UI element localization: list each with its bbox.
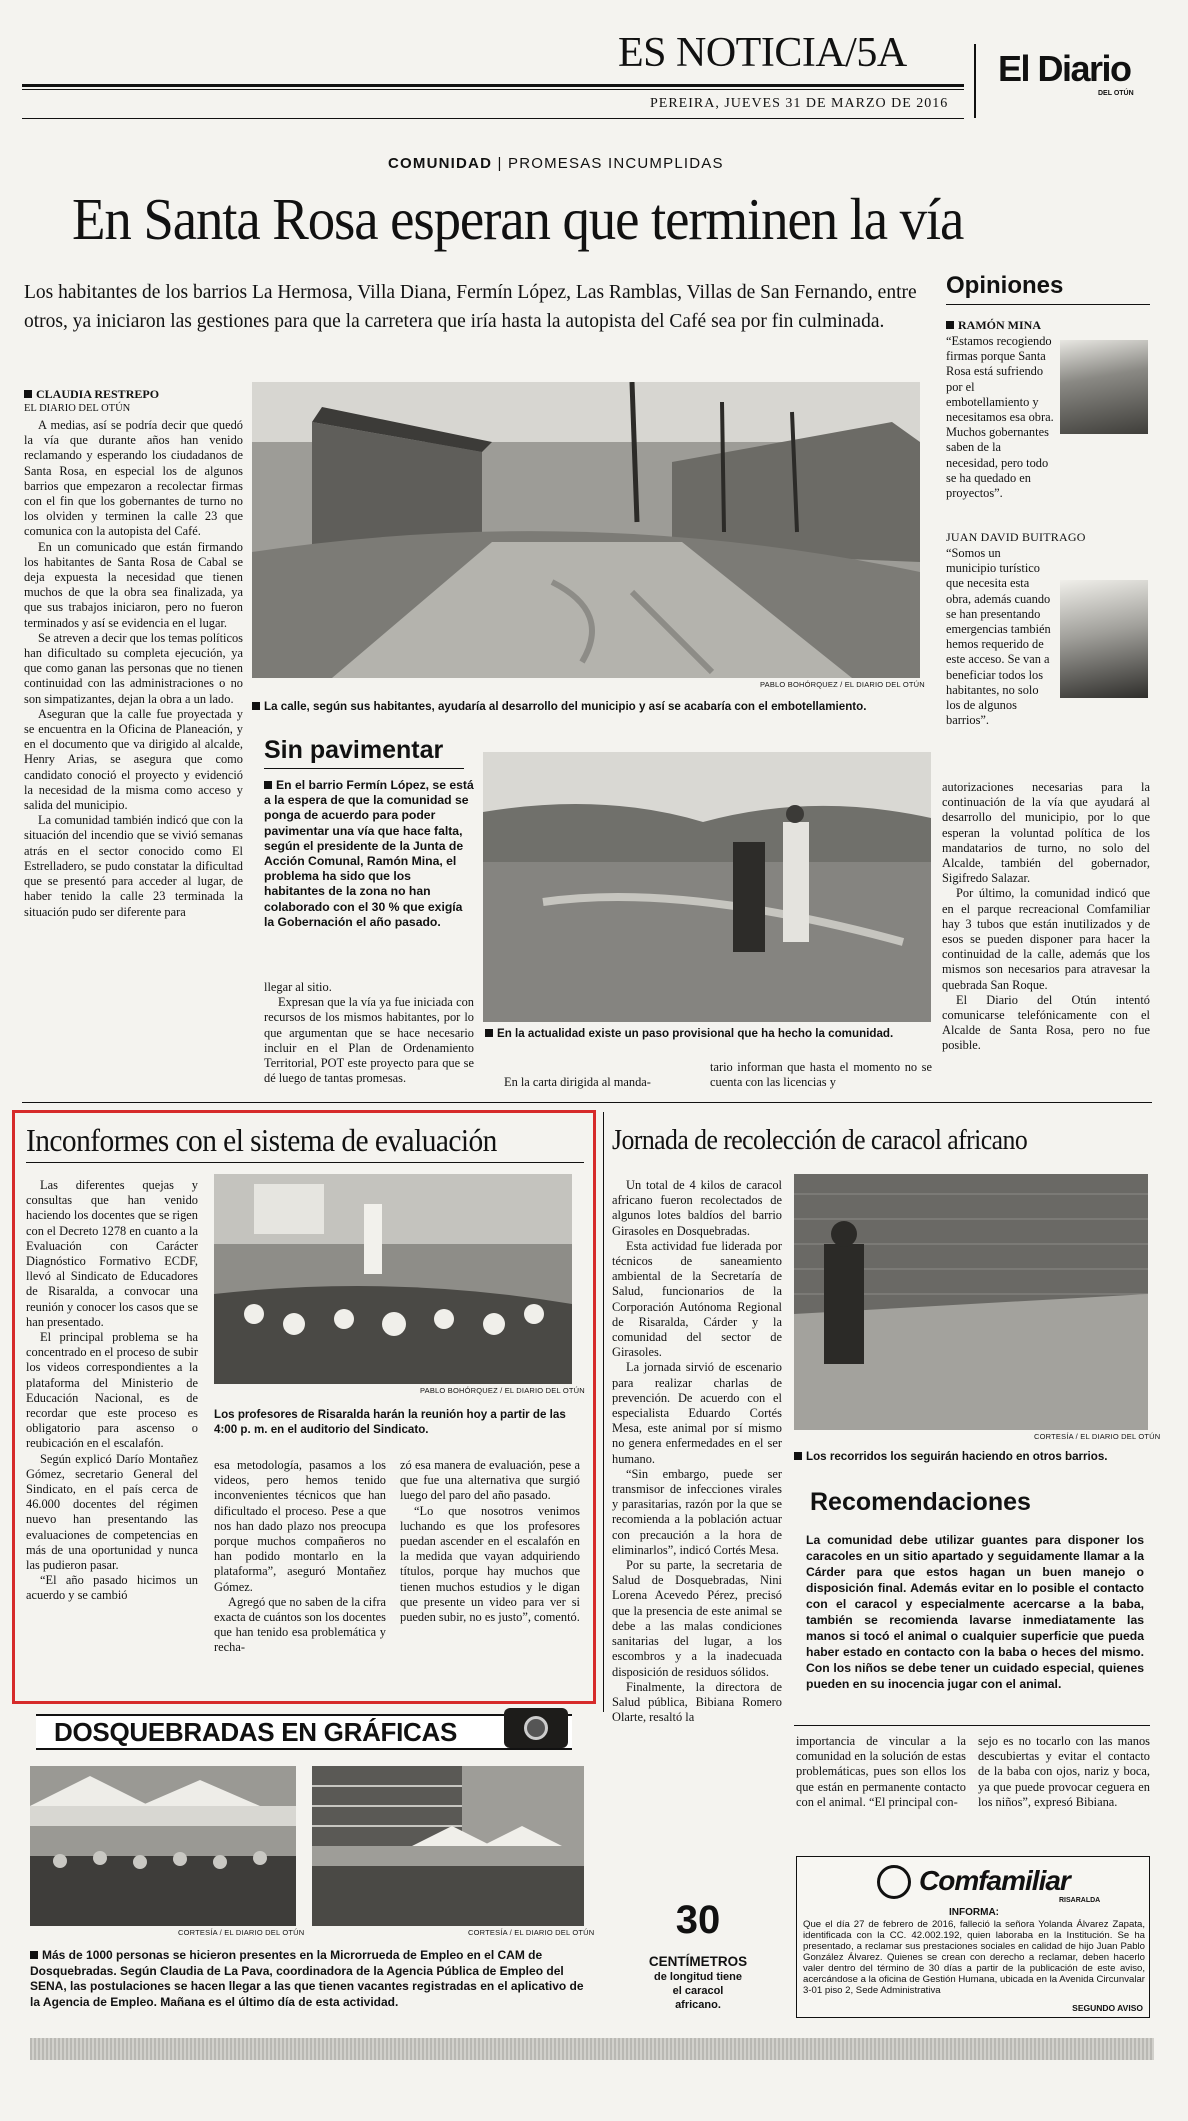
square-bullet-icon [794, 1452, 802, 1460]
byline-org: EL DIARIO DEL OTÚN [24, 403, 131, 414]
masthead-logo-sub: DEL OTÚN [1098, 90, 1134, 97]
kicker-left: COMUNIDAD [388, 155, 493, 172]
square-bullet-icon [264, 781, 272, 789]
paragraph: El Diario del Otún intentó comunicarse telefónicamente con el Alcalde de Santa Rosa, pero no fue posible. [942, 992, 1150, 1053]
main-lead: Los habitantes de los barrios La Hermosa, Villa Diana, Fermín López, Las Ramblas, Villas de San Fernando, entre otros, ya iniciaron las gestiones para que la carretera que iría hasta la autopista del Café sea por fin culminada. [24, 282, 917, 332]
recommendations-text: La comunidad debe utilizar guantes para disponer los caracoles en un sitio apartado y seguidamente llamar a la Cárder para que estos hagan un buen manejo o disposición final. Además evitar en lo posible el contacto con el caracol y especialmente acercarse a la baba, también se recomienda lavarse inmediatamente las manos si tocó el animal o cualquier superficie que pueda haber estado en contacto con la baba o heces del mismo. Con los niños se debe tener un cuidado especial, quienes pueden en su inocencia jugar con el animal. [806, 1533, 1144, 1691]
paragraph: Expresan que la vía ya fue iniciada con recursos de los mismos habitantes, por lo que argumentan que se hace necesario incluir en el Plan de Ordenamiento Territorial, POT este proyecto para que se dé luego de tantas promesas. [264, 995, 474, 1086]
main-column-1 [24, 418, 243, 920]
subsection-lead: En el barrio Fermín López, se está a la espera de que la comunidad se ponga de acuerdo para poder pavimentar una vía que hace falta, según el presidente de la Junta de Acción Comunal, Ramón Mina, el problema ha sido que los habitantes de la zona no han colaborado con el 30 % que exigía la Gobernación el año pasado. [264, 778, 474, 929]
kicker-divider: | [497, 155, 508, 172]
opinion-name-2: JUAN DAVID BUITRAGO [946, 530, 1086, 544]
photo-credit: CORTESÍA / EL DIARIO DEL OTÚN [468, 1928, 595, 1937]
camera-icon [504, 1708, 568, 1748]
photo-credit: CORTESÍA / EL DIARIO DEL OTÚN [1034, 1432, 1161, 1441]
evaluation-headline: Inconformes con el sistema de evaluación [26, 1122, 497, 1158]
header-rule-top [22, 84, 964, 87]
graficas-title: DOSQUEBRADAS EN GRÁFICAS [54, 1717, 458, 1747]
header-rule-top-thin [22, 89, 964, 90]
byline: CLAUDIA RESTREPO [24, 387, 159, 402]
square-bullet-icon [30, 1951, 38, 1959]
paragraph: Las diferentes quejas y consultas que han venido haciendo los docentes que se rigen con el Decreto 1278 en cuanto a la Evaluación con Carácter Diagnóstico Formativo ECDF, llevó al Sindicato de Educadores de Risaralda, a convocar una reunión y conocer los casos que se han presentado. [26, 1178, 198, 1329]
evaluation-rule [26, 1162, 584, 1163]
paragraph: Aseguran que la calle fue proyectada y se encuentra en la Oficina de Planeación, y en el documento que va dirigido al alcalde, Henry Arias, se asegura que como candidato conoció el proyecto y evidenció la necesidad de la misma como acceso y salida del municipio. [24, 706, 243, 813]
opinions-rule [946, 304, 1150, 305]
subsection-title: Sin pavimentar [264, 736, 444, 764]
photo-credit: PABLO BOHÓRQUEZ / EL DIARIO DEL OTÚN [760, 680, 925, 689]
paragraph: “Lo que nosotros venimos luchando es que los profesores puedan ascender en el escalafón en la medida que vayan adquiriendo títulos, porque hay muchos que tienen muchos estudios y le digan que presente un video para ver si pueden subir, no es justo”, comentó. [400, 1503, 580, 1625]
paragraph: La jornada sirvió de escenario para realizar charlas de prevención. De acuerdo con el especialista Eduardo Cortés Mesa, este animal por sí mismo no genera enfermedades en el ser humano. [612, 1360, 782, 1466]
photo-caption: En la actualidad existe un paso provisional que ha hecho la comunidad. [485, 1027, 935, 1042]
dateline: PEREIRA, JUEVES 31 DE MARZO DE 2016 [650, 96, 949, 111]
paragraph: En un comunicado que están firmando los habitantes de Santa Rosa de Cabal se deja expuesta la necesidad que tienen muchos de que la obra sea finalizada, ya que sus trabajos iniciaron, pero no fueron terminados y así se evidencia en el lugar. [24, 539, 243, 630]
subsection-rule [264, 768, 464, 769]
stat-number: 30 [675, 1898, 721, 1942]
opinion-quote-2: “Somos un municipio turístico que necesita esta obra, además cuando se han presentando emergencias también hemos requerido de este acceso. Se van a beneficiar todos los habitantes, no solo los de algunos barrios”. [946, 546, 1051, 728]
paragraph: La comunidad también indicó que con la situación del incendio que se vivió semanas atrás en el sector conocido como El Estrelladero, se pudo constatar la dificultad que se presentó para acceder al lugar, de haber tenido la calle 23 terminada la situación pudo ser diferente para [24, 813, 243, 919]
stat-text: de longitud tiene el caracol africano. [654, 1971, 742, 2011]
street-photo [252, 382, 920, 678]
job-fair-photo-2 [312, 1766, 584, 1926]
photo-credit: CORTESÍA / EL DIARIO DEL OTÚN [178, 1928, 305, 1937]
main-column-2 [264, 980, 474, 1086]
provisional-path-photo [483, 752, 931, 1022]
stat-unit: CENTÍMETROS [648, 1954, 748, 1969]
graficas-caption: Más de 1000 personas se hicieron presentes en la Microrrueda de Empleo en el CAM de Dosquebradas. Según Claudia de La Pava, coordinadora de la Agencia Pública de Empleo del SENA, las postulaciones se hacen llegar a las que tienen vacantes registradas en el aplicativo de la Agencia de Empleo. Mañana es el último día de esta actividad. [30, 1948, 584, 2009]
job-fair-photo-1 [30, 1766, 296, 1926]
paragraph: “El año pasado hicimos un acuerdo y se cambió [26, 1573, 198, 1603]
main-column-4 [942, 780, 1150, 1054]
main-column-2-tail: En la carta dirigida al manda- [504, 1075, 651, 1089]
evaluation-column-3 [400, 1458, 580, 1625]
opinions-title: Opiniones [946, 272, 1064, 299]
photo-credit: PABLO BOHÓRQUEZ / EL DIARIO DEL OTÚN [420, 1386, 585, 1395]
section-divider [22, 1102, 1152, 1103]
photo-caption: Los profesores de Risaralda harán la reunión hoy a partir de las 4:00 p. m. en el auditorio del Sindicato. [214, 1408, 566, 1436]
teachers-meeting-photo [214, 1174, 572, 1384]
snail-column-2: importancia de vincular a la comunidad en la solución de estas problemáticas, pues son ellos los que están en permanente contacto con el animal. “El principal con- [796, 1734, 966, 1809]
photo-caption: La calle, según sus habitantes, ayudaría al desarrollo del municipio y así se acabaría con el embotellamiento. [252, 700, 922, 715]
column-divider [603, 1112, 604, 1712]
paragraph: A medias, así se podría decir que quedó la vía que durante años han venido reclamando y esperando los ciudadanos de Santa Rosa, en especial los de algunos barrios que empezaron a recolectar firmas con el fin que los gobernantes de turno no los olviden y terminen la calle 23 que comunica con la autopista del Café. [24, 418, 243, 539]
paragraph: autorizaciones necesarias para la continuación de la vía que ayudará al desarrollo del municipio, por lo que esperan la voluntad política de los mandatarios de turno, no solo del Alcalde, también del gobernador, Sigifredo Salazar. [942, 780, 1150, 886]
comfamiliar-logo-sub: RISARALDA [1059, 1897, 1101, 1904]
ad-text: Que el día 27 de febrero de 2016, falleció la señora Yolanda Álvarez Zapata, identificada con la CC. 42.002.192, quien laboraba en la Institución. Se ha presentado, a reclamar sus prestaciones sociales en calidad de hijo Juan Pablo González Álvarez. Quienes se crean con derecho a reclamar, deben hacerlo valer dentro del término de 30 días a partir de la publicación de este aviso, acercándose a la oficina de Gestión Humana, ubicada en la Avenida Circunvalar 3-01 piso 2, Sede Administrativa [803, 1919, 1145, 1996]
comfamiliar-logo-icon [877, 1865, 911, 1899]
square-bullet-icon [252, 702, 260, 710]
header-rule-bottom [22, 118, 964, 119]
ad-heading: INFORMA: [949, 1907, 999, 1918]
paragraph: zó esa manera de evaluación, pese a que fue una alternativa que surgió luego del paro del año pasado. [400, 1458, 580, 1503]
comfamiliar-logo: Comfamiliar [919, 1865, 1070, 1896]
photo-caption: Los recorridos los seguirán haciendo en otros barrios. [794, 1450, 1150, 1465]
kicker-right: PROMESAS INCUMPLIDAS [507, 155, 724, 172]
paragraph: esa metodología, pasamos a los videos, pero hemos tenido inconvenientes técnicos que han dificultado el proceso. Pese a que nos han dado plazo nos preocupa porque muchos compañeros no han podido montarlo en la plataforma”, aseguró Montañez Gómez. [214, 1458, 386, 1594]
snail-collection-photo [794, 1174, 1148, 1430]
bottom-strip [30, 2038, 1154, 2060]
snail-column-1 [612, 1178, 782, 1725]
main-headline: En Santa Rosa esperan que terminen la vía [72, 186, 964, 252]
kicker [388, 155, 724, 172]
recommendations-rule [794, 1725, 1150, 1726]
square-bullet-icon [946, 321, 954, 329]
paragraph: Finalmente, la directora de Salud pública, Bibiana Romero Olarte, resaltó la [612, 1679, 782, 1725]
avatar-juan-david-buitrago [1060, 580, 1148, 698]
section-heading: ES NOTICIA/5A [618, 30, 907, 76]
paragraph: Agregó que no saben de la cifra exacta de cuántos son los docentes que han tenido esa problemática y recha- [214, 1594, 386, 1655]
snail-column-3: sejo es no tocarlo con las manos descubiertas y evitar el contacto de la baba con ojos, nariz y boca, ya que puede provocar ceguera en los niños”, expresó Bibiana. [978, 1734, 1150, 1809]
paragraph: El principal problema se ha concentrado en el proceso de subir los videos correspondientes a la plataforma del Ministerio de Educación Nacional, es de recordar que este proceso es obligatorio para ascenso o reubicación en el escalafón. [26, 1330, 198, 1451]
paragraph: llegar al sitio. [264, 980, 332, 994]
ad-footer: SEGUNDO AVISO [1072, 2003, 1143, 2013]
recommendations-title: Recomendaciones [810, 1488, 1031, 1516]
paragraph: Según explicó Darío Montañez Gómez, secretario General del Sindicato, en el país cerca de 46.000 docentes del régimen nuevo han presentando las evaluaciones de competencias en más de una oportunidad y nunca las pudieron pasar. [26, 1451, 198, 1573]
square-bullet-icon [24, 390, 32, 398]
paragraph: Un total de 4 kilos de caracol africano fueron recolectados de algunos lotes baldíos del barrio Girasoles en Dosquebradas. [612, 1178, 782, 1238]
paragraph: Esta actividad fue liderada por técnicos de saneamiento ambiental de la Secretaría de Salud, funcionarios de la Corporación Autónoma Regional de Risaralda, Cárder y la comunidad del sector de Girasoles. [612, 1238, 782, 1360]
evaluation-column-1 [26, 1178, 198, 1604]
header-rule-vertical [974, 44, 976, 118]
paragraph: Por último, la comunidad indicó que en el parque recreacional Comfamiliar hay 3 tubos que están inutilizados y de esos se pueden disponer para hacer la continuidad de la calle, además que los mismos son necesarios para atravesar la quebrada San Roque. [942, 886, 1150, 992]
snail-headline: Jornada de recolección de caracol africano [612, 1125, 1028, 1156]
evaluation-column-2 [214, 1458, 386, 1656]
masthead-logo: El Diario [998, 48, 1131, 89]
comfamiliar-ad [796, 1856, 1150, 2018]
square-bullet-icon [485, 1029, 493, 1037]
opinion-quote-1: “Estamos recogiendo firmas porque Santa Rosa está sufriendo por el embotellamiento y necesitamos esa obra. Muchos gobernantes saben de la necesidad, pero todo se ha quedado en proyectos”. [946, 334, 1054, 501]
opinion-name-1: RAMÓN MINA [946, 318, 1041, 333]
paragraph: “Sin embargo, puede ser transmisor de infecciones virales y parasitarias, razón por la que se recomienda a la población actuar con precaución a la hora de eliminarlos”, indicó Cortés Mesa. [612, 1466, 782, 1557]
main-column-3-tail: tario informan que hasta el momento no se cuenta con las licencias y [710, 1060, 932, 1090]
avatar-ramon-mina [1060, 340, 1148, 434]
paragraph: Se atreven a decir que los temas políticos han dificultado su completa ejecución, ya que como ganan las personas que no tienen continuidad con las administraciones o no son simpatizantes, dejan la obra a un lado. [24, 630, 243, 706]
paragraph: Por su parte, la secretaria de Salud de Dosquebradas, Nini Lorena Acevedo Pérez, precisó que la presencia de este animal se debe a las malas condiciones sanitarias del lugar, a los escombros y a la inadecuada disposición de residuos sólidos. [612, 1558, 782, 1679]
